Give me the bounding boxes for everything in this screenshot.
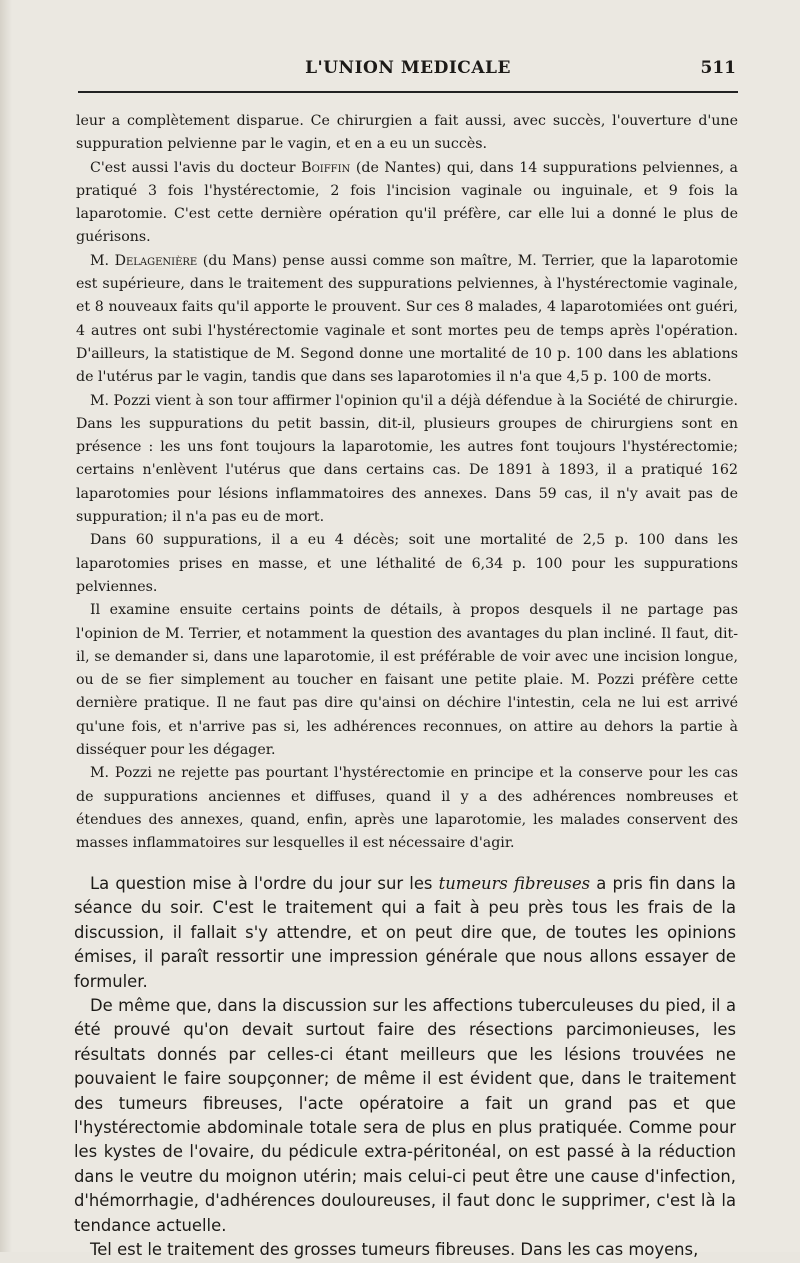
- paragraph: De même que, dans la discussion sur les affections tuberculeuses du pied, il a été prouvé qu'on devait surtout faire des résections parcimonieuses, les résultats donnés par celles-ci étant meilleurs que les lésions trouvées ne pouvaient le faire soupçonner; de même il est évident que, dans le traitement des tumeurs fibreuses, l'acte opératoire a fait un grand pas et que l'hystérectomie abdominale totale sera de plus en plus pratiquée. Comme pour les kystes de l'ovaire, du pédicule extra-péritonéal, on est passé à la réduction dans le veutre du moignon utérin; mais celui-ci peut être une cause d'infection, d'hémorrhagie, d'adhérences douloureuses, il faut donc le supprimer, c'est là la tendance actuelle.: [74, 996, 736, 1235]
- author-name: Delagenière: [114, 252, 198, 269]
- paragraph: [76, 157, 738, 250]
- paragraph: Dans 60 suppurations, il a eu 4 décès; soit une mortalité de 2,5 p. 100 dans les laparotomies prises en masse, et une léthalité de 6,34 p. 100 pour les suppurations pelviennes.: [76, 532, 738, 595]
- small-print-section: [76, 110, 738, 856]
- running-title: L'UNION MEDICALE: [305, 58, 511, 78]
- paragraph: M. Pozzi vient à son tour affirmer l'opinion qu'il a déjà défendue à la Société de chirurgie. Dans les suppurations du petit bassin, dit-il, plusieurs groupes de chirurgiens sont en présence : les uns font toujours la laparotomie, les autres font toujours l'hystérectomie; certains n'enlèvent l'utérus que dans certains cas. De 1891 à 1893, il a pratiqué 162 laparotomies pour lésions inflammatoires des annexes. Dans 59 cas, il n'y avait pas de suppuration; il n'a pas eu de mort.: [76, 392, 738, 526]
- large-print-section: [74, 872, 736, 1263]
- author-name: Boiffin: [301, 159, 351, 176]
- text-run: (du Mans) pense aussi comme son maître, M. Terrier, que la laparotomie est supérieure, dans le traitement des suppurations pelviennes, à l'hystérectomie vaginale, et 8 nouveaux faits qu'il apporte le prouvent. Sur ces 8 malades, 4 laparotomiées ont guéri, 4 autres ont subi l'hystérectomie vaginale et sont mortes peu de temps après l'opération. D'ailleurs, la statistique de M. Segond donne une mortalité de 10 p. 100 dans les ablations de l'utérus par le vagin, tandis que dans ses laparotomies il n'a que 4,5 p. 100 de morts.: [76, 252, 739, 386]
- text-run: M.: [90, 252, 115, 269]
- paragraph: M. Pozzi ne rejette pas pourtant l'hystérectomie en principe et la conserve pour les cas de suppurations anciennes et diffuses, quand il y a des adhérences nombreuses et étendues des annexes, quand, enfin, après une laparotomie, les malades conservent des masses inflammatoires sur lesquelles il est nécessaire d'agir.: [76, 765, 738, 852]
- paragraph: Tel est le traitement des grosses tumeurs fibreuses. Dans les cas moyens,: [90, 1240, 699, 1260]
- text-run: (de Nantes) qui, dans 14 suppurations pelviennes, a pratiqué 3 fois l'hystérectomie, 2 fois l'incision vaginale ou inguinale, et 9 fois la laparotomie. C'est cette dernière opération qu'il préfère, car elle lui a donné le plus de guérisons.: [76, 159, 738, 246]
- text-run: C'est aussi l'avis du docteur: [90, 159, 302, 176]
- header-rule: [78, 91, 738, 93]
- paragraph: leur a complètement disparue. Ce chirurgien a fait aussi, avec succès, l'ouverture d'une suppuration pelvienne par le vagin, et en a eu un succès.: [76, 113, 738, 153]
- page-number: 511: [700, 58, 736, 78]
- text-run: a pris fin dans la séance du soir. C'est le traitement qui a fait à peu près tous les frais de la discussion, il fallait s'y attendre, et on peut dire que, de toutes les opinions émises, il paraît ressortir une impression générale que nous allons essayer de formuler.: [74, 874, 736, 991]
- page-header: [78, 58, 738, 86]
- paragraph: [76, 250, 738, 390]
- page-fold-shadow: [0, 0, 12, 1252]
- paragraph: [74, 872, 736, 994]
- text-run: La question mise à l'ordre du jour sur les: [90, 874, 439, 893]
- paragraph: Il examine ensuite certains points de détails, à propos desquels il ne partage pas l'opinion de M. Terrier, et notamment la question des avantages du plan incliné. Il faut, dit-il, se demander si, dans une laparotomie, il est préférable de voir avec une incision longue, ou de se fier simplement au toucher en faisant une petite plaie. M. Pozzi préfère cette dernière pratique. Il ne faut pas dire qu'ainsi on déchire l'intestin, cela ne lui est arrivé qu'une fois, et n'arrive pas si, les adhérences reconnues, on attire au dehors la partie à disséquer pour les dégager.: [76, 602, 738, 759]
- emphasis: tumeurs fibreuses: [438, 874, 591, 893]
